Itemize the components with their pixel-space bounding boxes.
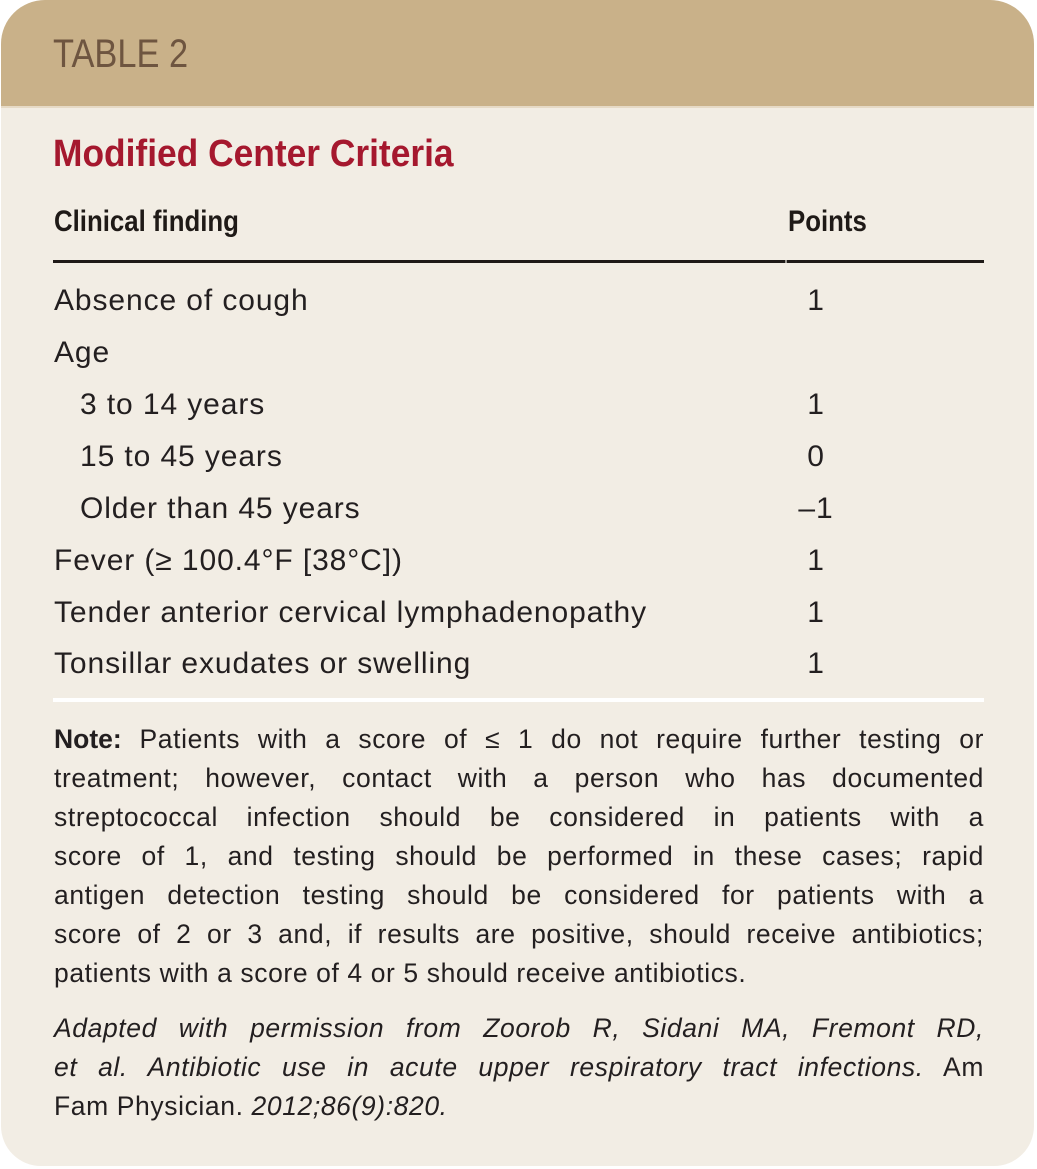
row-points: 1	[807, 647, 825, 680]
footer-rule	[53, 698, 984, 702]
row-finding: Fever (≥ 100.4°F [38°C])	[54, 544, 403, 577]
table-row	[1, 535, 1034, 587]
source-citation	[54, 1009, 984, 1126]
column-header-clinical-finding: Clinical finding	[54, 205, 239, 238]
row-finding: Older than 45 years	[80, 492, 361, 525]
row-points: 1	[807, 596, 825, 629]
row-points: 1	[807, 284, 825, 317]
row-finding: 3 to 14 years	[80, 388, 266, 421]
header-rule-column-gap	[785, 259, 787, 264]
note-line: treatment; however, contact with a person who has documented	[54, 763, 984, 793]
note-text: Patients with a score of ≤ 1 do not require further testing or	[121, 724, 984, 754]
table-row	[1, 483, 1034, 535]
table-row	[1, 638, 1034, 690]
row-finding: Tonsillar exudates or swelling	[54, 647, 472, 680]
row-finding: Tender anterior cervical lymphadenopathy	[54, 596, 647, 629]
table-row	[1, 587, 1034, 639]
note-line: score of 1, and testing should be performed in these cases; rapid	[54, 841, 984, 871]
table-row	[1, 379, 1034, 431]
citation-line	[54, 1048, 984, 1087]
note-line: score of 2 or 3 and, if results are positive, should receive antibiotics;	[54, 919, 984, 949]
note-lead: Note:	[54, 724, 122, 754]
table-note	[54, 720, 984, 993]
column-header-points: Points	[788, 205, 867, 238]
row-finding: Absence of cough	[54, 284, 309, 317]
note-line: streptococcal infection should be considered in patients with a	[54, 802, 984, 832]
note-line	[54, 720, 984, 759]
citation-line: Adapted with permission from Zoorob R, Sidani MA, Fremont RD,	[54, 1013, 984, 1043]
citation-volume: 2012;86(9):820.	[251, 1091, 448, 1121]
note-line: patients with a score of 4 or 5 should receive antibiotics.	[54, 958, 747, 988]
citation-italic: et al. Antibiotic use in acute upper respiratory tract infections.	[54, 1052, 924, 1082]
table-row	[1, 327, 1034, 379]
table-row	[1, 431, 1034, 483]
row-points: 0	[807, 440, 825, 473]
table-title: Modified Center Criteria	[53, 133, 454, 175]
table-row	[1, 275, 1034, 327]
citation-roman: Am	[923, 1052, 985, 1082]
row-points: 1	[807, 544, 825, 577]
table-number-label: TABLE 2	[53, 32, 189, 76]
row-finding: Age	[54, 336, 111, 369]
table-card	[1, 0, 1034, 1166]
row-points: 1	[807, 388, 825, 421]
row-finding: 15 to 45 years	[80, 440, 283, 473]
citation-line	[54, 1087, 984, 1126]
table-header-band	[1, 0, 1034, 108]
note-line: antigen detection testing should be considered for patients with a	[54, 880, 984, 910]
row-points: –1	[798, 492, 834, 525]
citation-journal: Fam Physician.	[54, 1091, 252, 1121]
header-rule	[53, 260, 984, 263]
